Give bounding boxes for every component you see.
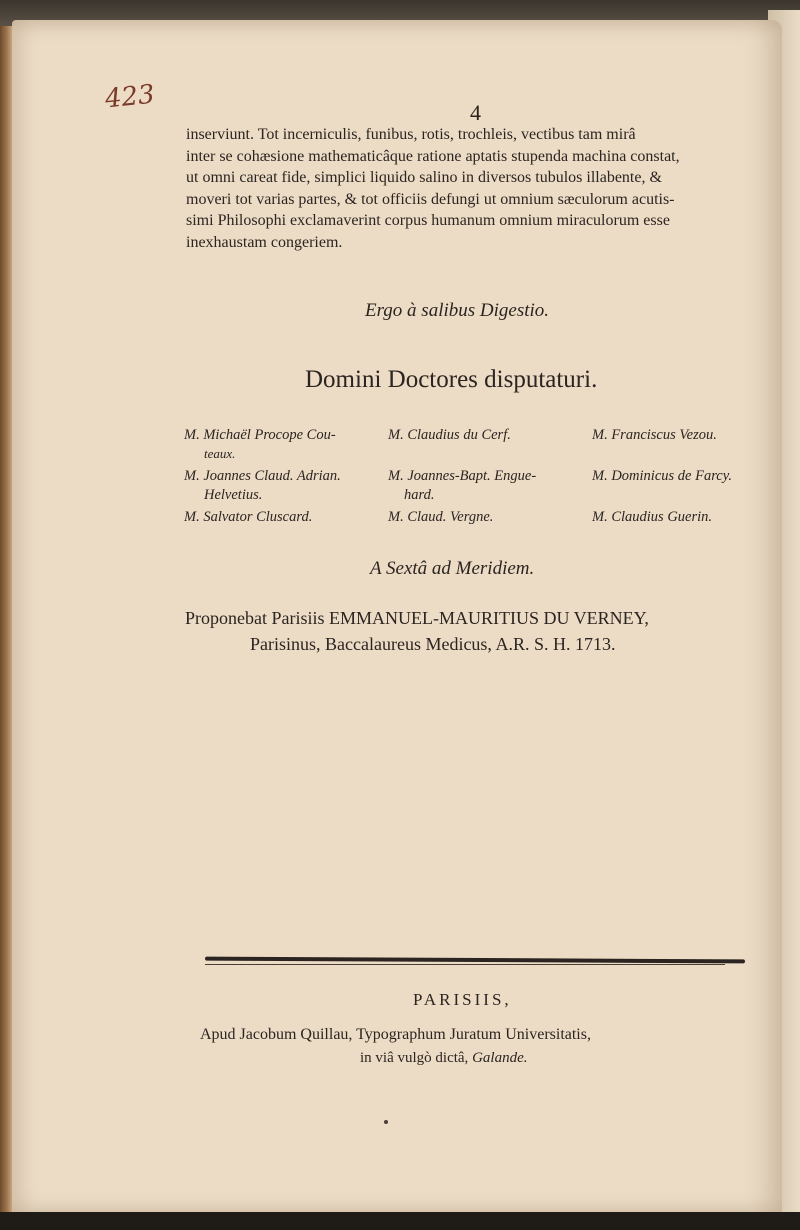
doctors-heading: Domini Doctores disputaturi. (305, 366, 598, 393)
doctor-name: M. Claudius du Cerf. (388, 427, 511, 443)
doctor-name: M. Dominicus de Farcy. (592, 468, 733, 484)
doctor-name: teaux. (204, 446, 236, 461)
doctor-name: M. Franciscus Vezou. (592, 427, 717, 443)
body-paragraph (186, 124, 771, 253)
body-line: inter se cohæsione mathematicâque ratione aptatis stupenda machina constat, (186, 147, 680, 165)
time-of-disputation: A Sextâ ad Meridiem. (370, 558, 535, 579)
ink-dot (384, 1120, 388, 1124)
imprint-street: Galande. (472, 1050, 528, 1066)
conclusion: Ergo à salibus Digestio. (365, 300, 550, 321)
manuscript-folio-number: 423 (103, 79, 157, 115)
doctor-name: M. Claudius Guerin. (592, 509, 713, 525)
doctor-name: M. Michaël Procope Cou- (184, 427, 336, 443)
doctor-name: hard. (404, 487, 435, 503)
body-line: inexhaustam congeriem. (186, 233, 343, 251)
body-line: moveri tot varias partes, & tot officiis defungi ut omnium sæculorum acutis- (186, 190, 675, 208)
book-bottom-edge (0, 1212, 800, 1230)
imprint-city: PARISIIS, (413, 990, 512, 1009)
imprint-address-text: in viâ vulgò dictâ, (360, 1050, 469, 1066)
doctor-name: M. Claud. Vergne. (388, 509, 494, 525)
proposer-line-2: Parisinus, Baccalaureus Medicus, A.R. S. H. 1713. (250, 634, 616, 654)
page-number: 4 (470, 100, 481, 125)
imprint-address (360, 1050, 527, 1067)
body-line: ut omni careat fide, simplici liquido salino in diversos tubulos illabente, & (186, 169, 662, 186)
doctor-name: M. Joannes-Bapt. Engue- (388, 468, 537, 484)
divider-rule-thin (205, 964, 725, 965)
doctor-name: Helvetius. (204, 487, 263, 503)
doctor-name: M. Joannes Claud. Adrian. (184, 468, 341, 484)
body-line: simi Philosophi exclamaverint corpus humanum omnium miraculorum esse (186, 212, 670, 229)
imprint-printer: Apud Jacobum Quillau, Typographum Juratum Universitatis, (200, 1026, 591, 1043)
doctor-name: M. Salvator Cluscard. (184, 509, 313, 525)
body-line: inserviunt. Tot incerniculis, funibus, rotis, trochleis, vectibus tam mirâ (186, 126, 636, 143)
proposer-line-1: Proponebat Parisiis EMMANUEL-MAURITIUS DU VERNEY, (185, 608, 649, 628)
